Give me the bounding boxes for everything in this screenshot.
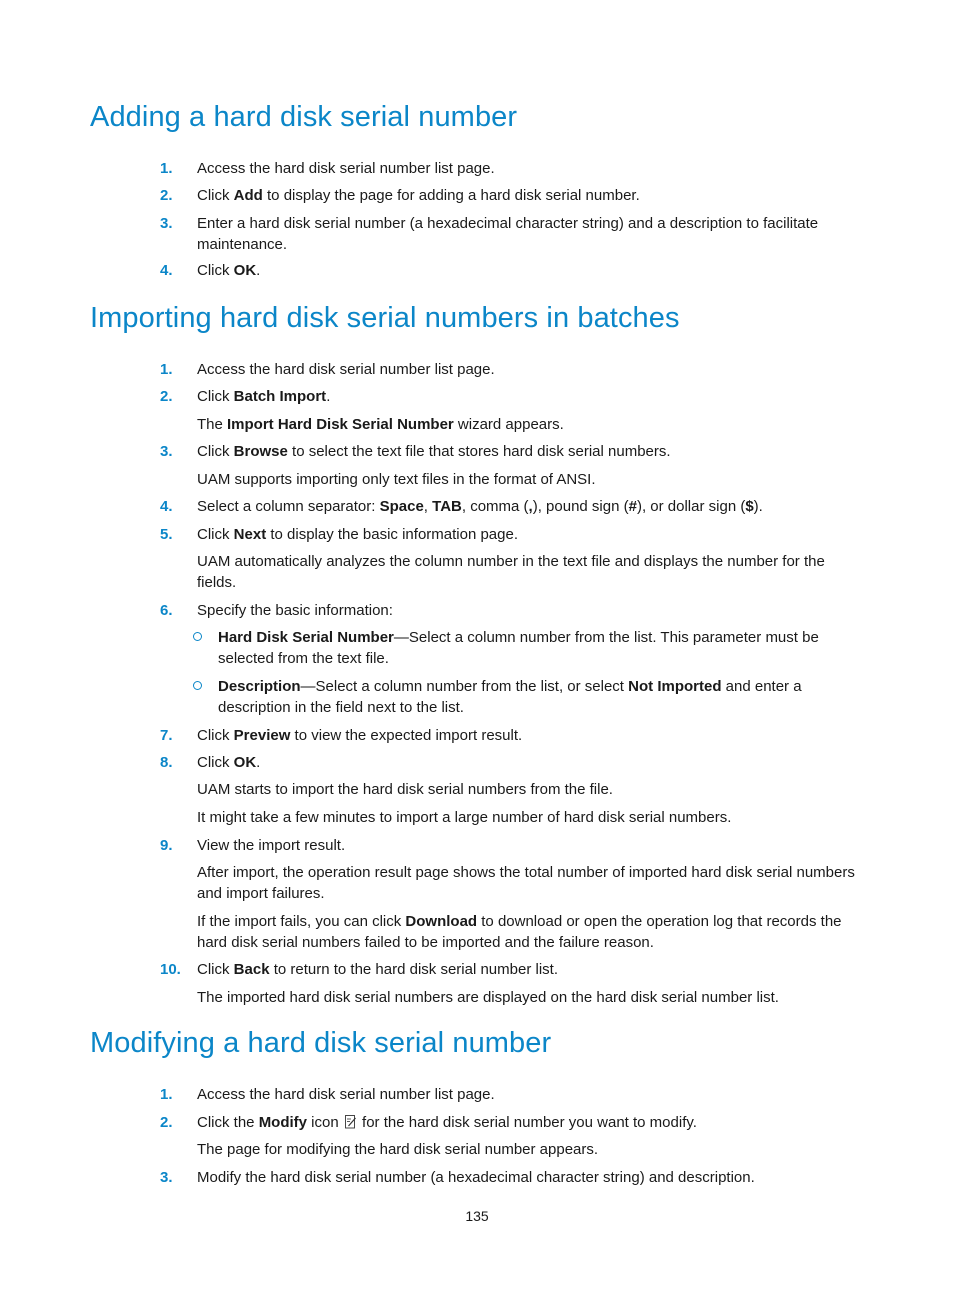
step-number: 8. <box>160 754 173 771</box>
step-note: It might take a few minutes to import a large number of hard disk serial numbers. <box>197 809 732 826</box>
step-note: If the import fails, you can click Download to download or open the operation log that records the hard disk serial numbers failed to be imported and the failure reason. <box>197 913 842 951</box>
step-number: 5. <box>160 526 173 543</box>
circle-bullet-icon <box>193 681 202 690</box>
step-text: Access the hard disk serial number list page. <box>197 361 495 378</box>
step-text: Click Browse to select the text file that stores hard disk serial numbers. <box>197 443 671 460</box>
step-note: UAM automatically analyzes the column number in the text file and displays the number for the fields. <box>197 553 825 591</box>
step-number: 2. <box>160 187 173 204</box>
step-number: 10. <box>160 961 181 978</box>
step-number: 1. <box>160 1086 173 1103</box>
step-text: Click Back to return to the hard disk serial number list. <box>197 961 558 978</box>
step-text: Click OK. <box>197 262 261 279</box>
circle-bullet-icon <box>193 632 202 641</box>
step-text: Click Batch Import. <box>197 388 331 405</box>
step-text: Select a column separator: Space, TAB, comma (,), pound sign (#), or dollar sign ($). <box>197 498 763 515</box>
step-text: Access the hard disk serial number list page. <box>197 1086 495 1103</box>
step-number: 3. <box>160 443 173 460</box>
step-number: 1. <box>160 361 173 378</box>
step-text: Click the Modify icon for the hard disk serial number you want to modify. <box>197 1114 697 1131</box>
step-number: 9. <box>160 837 173 854</box>
step-text: Access the hard disk serial number list page. <box>197 160 495 177</box>
step-number: 2. <box>160 1114 173 1131</box>
step-text: View the import result. <box>197 837 346 854</box>
step-text: Specify the basic information: <box>197 602 393 619</box>
page-number: 135 <box>465 1208 489 1224</box>
step-text: Click Next to display the basic information page. <box>197 526 519 543</box>
step-note: UAM supports importing only text files in the format of ANSI. <box>197 471 596 488</box>
step-number: 2. <box>160 388 173 405</box>
step-number: 4. <box>160 262 173 279</box>
step-note: The imported hard disk serial numbers are displayed on the hard disk serial number list. <box>197 989 779 1006</box>
step-note: UAM starts to import the hard disk serial numbers from the file. <box>197 781 613 798</box>
step-text: Click OK. <box>197 754 261 771</box>
step-text: Click Preview to view the expected import result. <box>197 727 523 744</box>
sub-item-text: Description—Select a column number from the list, or select Not Imported and enter a description in the field next to the list. <box>218 678 802 716</box>
step-number: 1. <box>160 160 173 177</box>
step-number: 3. <box>160 1169 173 1186</box>
step-text: Click Add to display the page for adding a hard disk serial number. <box>197 187 640 204</box>
section-title-modifying: Modifying a hard disk serial number <box>90 1027 552 1059</box>
section-title-importing: Importing hard disk serial numbers in batches <box>90 302 680 334</box>
step-number: 6. <box>160 602 173 619</box>
step-text: Modify the hard disk serial number (a hexadecimal character string) and description. <box>197 1169 755 1186</box>
step-number: 3. <box>160 215 173 232</box>
sub-item-text: Hard Disk Serial Number—Select a column number from the list. This parameter must be selected from the text file. <box>218 629 819 667</box>
step-number: 4. <box>160 498 173 515</box>
edit-icon <box>345 1115 356 1129</box>
step-text: Enter a hard disk serial number (a hexadecimal character string) and a description to facilitate maintenance. <box>197 215 819 253</box>
step-note: After import, the operation result page shows the total number of imported hard disk serial numbers and import failures. <box>197 864 855 902</box>
step-note: The page for modifying the hard disk serial number appears. <box>197 1141 599 1158</box>
section-title-adding: Adding a hard disk serial number <box>90 101 518 133</box>
step-note: The Import Hard Disk Serial Number wizard appears. <box>197 416 564 433</box>
step-number: 7. <box>160 727 173 744</box>
